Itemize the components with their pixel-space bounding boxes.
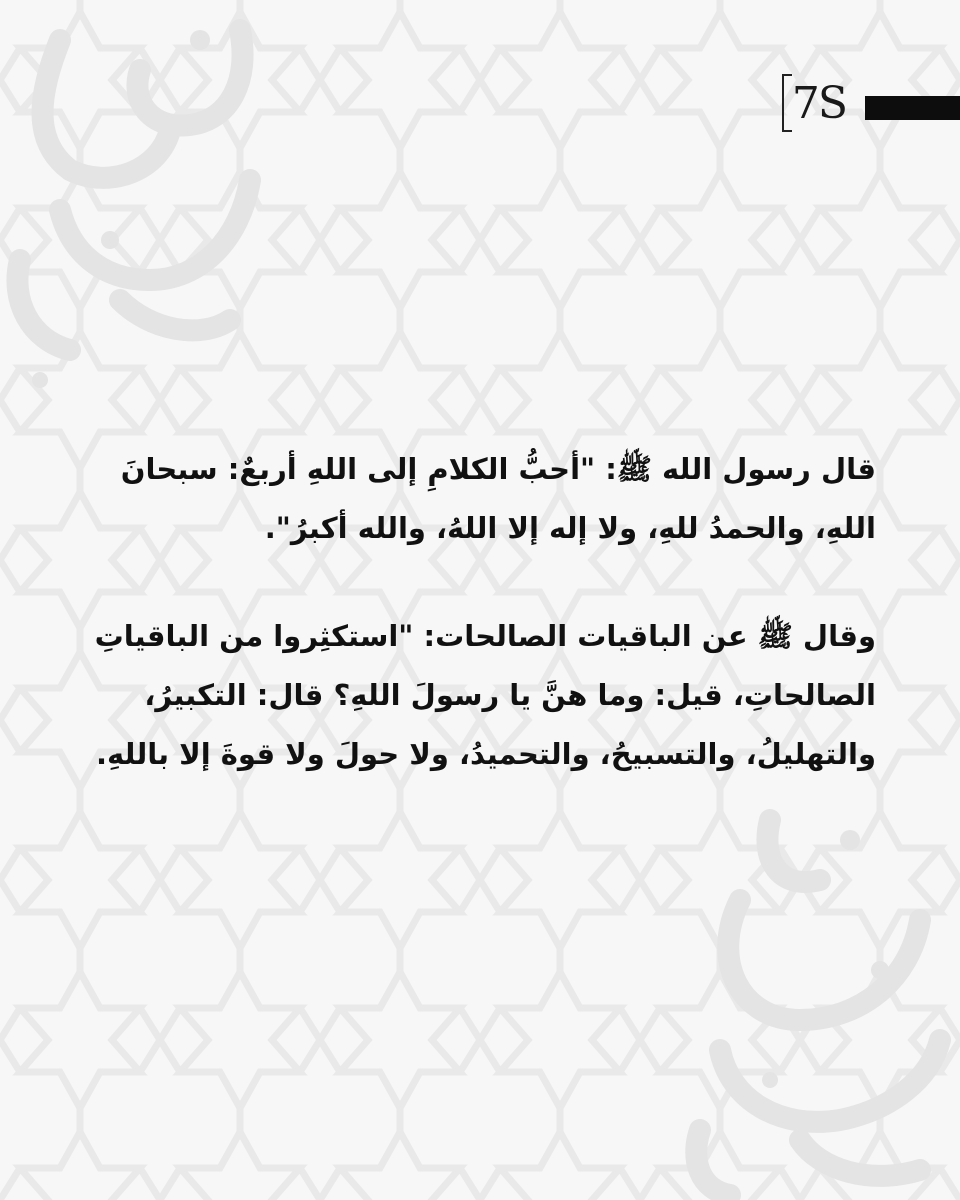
decorative-calligraphy-top-left [0,0,280,400]
decorative-calligraphy-bottom-right [680,800,960,1200]
logo-text: 7S [791,77,847,129]
hadith-paragraph-2: وقال ﷺ عن الباقيات الصالحات: "استكثِروا من الباقياتِ الصالحاتِ، قيل: وما هنَّ يا رسولَ اللهِ؟ قال: التكبيرُ، والتهليلُ، والتسبيحُ، والتحميدُ، ولا حولَ ولا قوةَ إلا باللهِ. [94,619,876,771]
logo-bar [865,96,960,120]
hadith-paragraph-1: قال رسول الله ﷺ: "أحبُّ الكلامِ إلى اللهِ أربعٌ: سبحانَ اللهِ، والحمدُ للهِ، ولا إله إلا اللهُ، والله أكبرُ". [120,452,876,545]
logo-bracket [782,74,792,132]
logo-mark [782,74,850,132]
brand-logo [782,74,850,132]
post-text [80,440,876,784]
